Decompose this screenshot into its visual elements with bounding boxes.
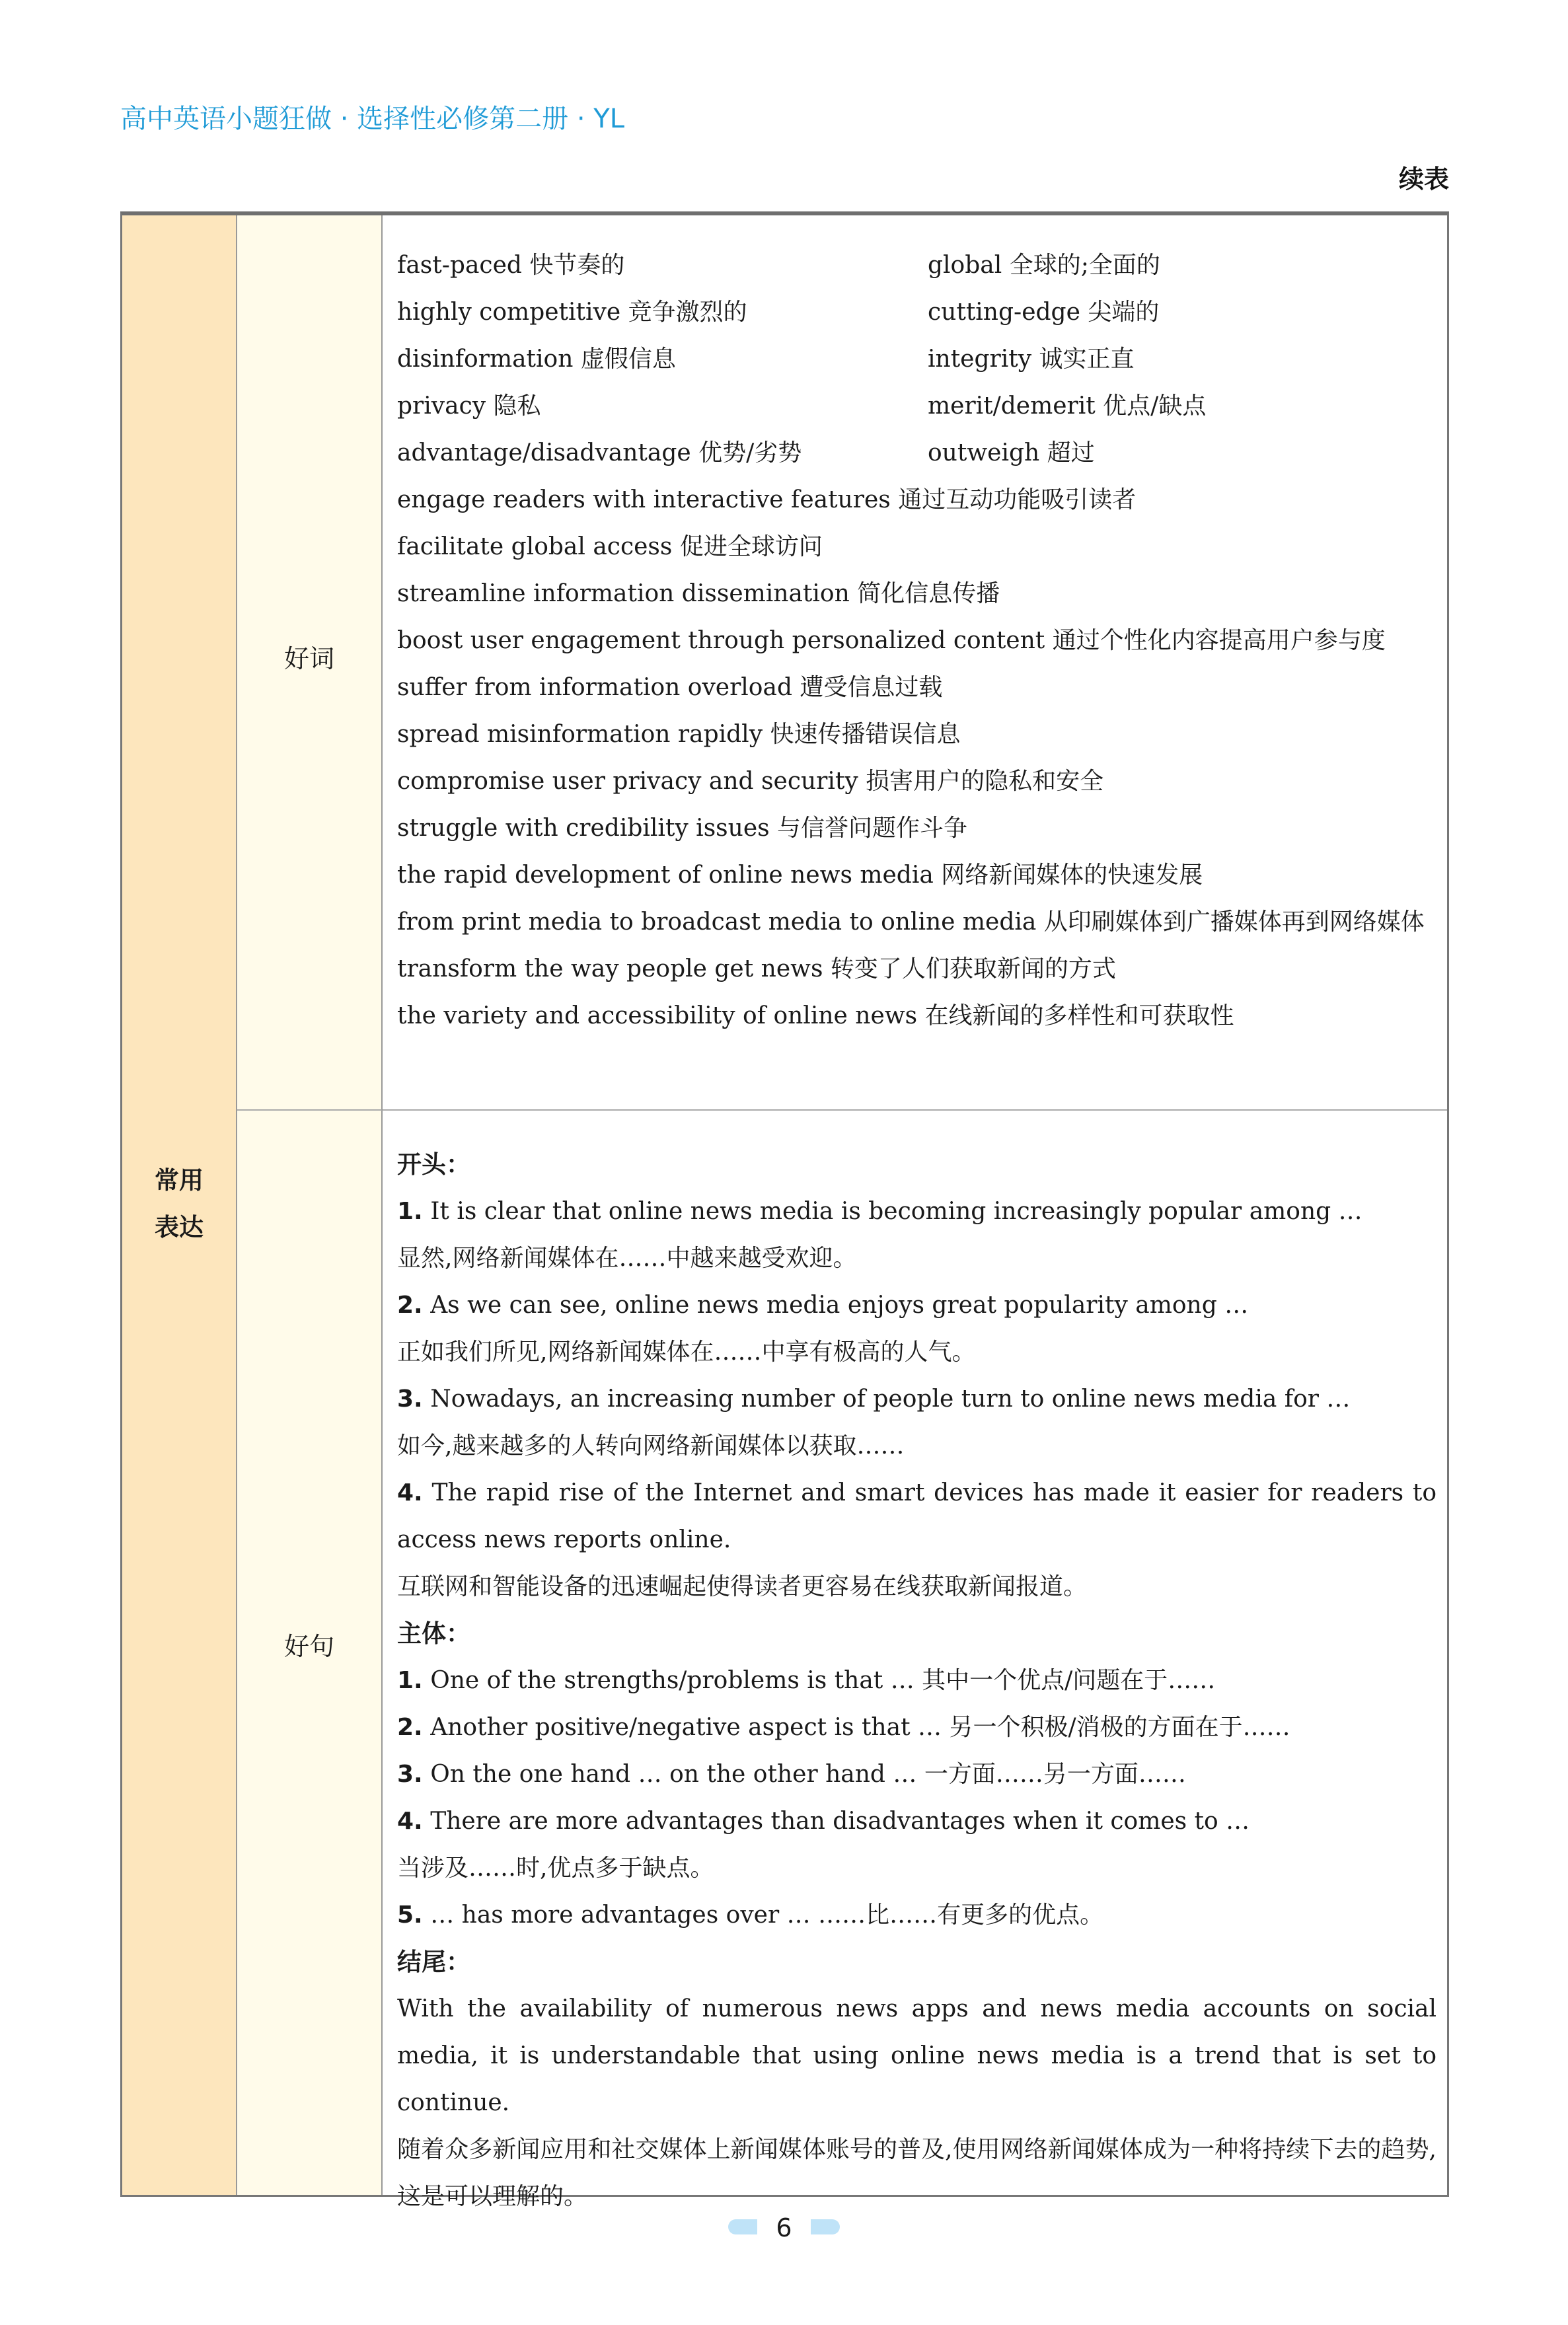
word-pair-row xyxy=(397,383,1437,429)
word-pair-row xyxy=(397,336,1437,383)
sentence-entry xyxy=(397,1188,1437,1235)
phrase-entry: the rapid development of online news media 网络新闻媒体的快速发展 xyxy=(397,862,1203,889)
sentence-number: 1. xyxy=(397,1198,423,1225)
word-pair-row xyxy=(397,289,1437,336)
category-label: 表达 xyxy=(155,1213,204,1241)
word-entry: fast-paced 快节奏的 xyxy=(397,252,625,279)
sentence-en: The rapid rise of the Internet and smart devices has made it easier for readers to access news reports online. xyxy=(397,1479,1437,1553)
word-pair-row xyxy=(397,242,1437,289)
sentence-entry xyxy=(397,1751,1437,1798)
sentence-en: One of the strengths/problems is that … 其中一个优点/问题在于…… xyxy=(430,1667,1216,1694)
sentence-entry xyxy=(397,1892,1437,1938)
word-entry: outweigh 超过 xyxy=(928,439,1095,466)
category-cell xyxy=(122,215,237,2195)
expression-table xyxy=(120,211,1449,2210)
sentence-number: 4. xyxy=(397,1808,423,1835)
sentence-en: As we can see, online news media enjoys great popularity among … xyxy=(430,1292,1249,1319)
sentence-en: There are more advantages than disadvantages when it comes to … xyxy=(430,1808,1250,1835)
phrase-entry: struggle with credibility issues 与信誉问题作斗争 xyxy=(397,815,968,842)
section-title: 开头： xyxy=(397,1150,470,1179)
sentence-entry xyxy=(397,1469,1437,1563)
sentence-entry xyxy=(397,1282,1437,1329)
words-label-cell xyxy=(237,215,383,1111)
sentence-number: 2. xyxy=(397,1292,423,1319)
sentence-number: 3. xyxy=(397,1385,423,1413)
sentence-entry xyxy=(397,1798,1437,1845)
category-label: 常用 xyxy=(155,1166,204,1195)
sentence-en: It is clear that online news media is becoming increasingly popular among … xyxy=(430,1198,1363,1225)
sentence-en: Another positive/negative aspect is that … 另一个积极/消极的方面在于…… xyxy=(430,1714,1290,1741)
sentence-zh: 如今,越来越多的人转向网络新闻媒体以获取…… xyxy=(397,1432,905,1459)
sentence-en: On the one hand … on the other hand … 一方面……另一方面…… xyxy=(430,1761,1186,1788)
sentence-zh: 互联网和智能设备的迅速崛起使得读者更容易在线获取新闻报道。 xyxy=(397,1573,1088,1600)
word-entry: cutting-edge 尖端的 xyxy=(928,299,1160,326)
ending-zh: 随着众多新闻应用和社交媒体上新闻媒体账号的普及,使用网络新闻媒体成为一种将持续下去的趋势,这是可以理解的。 xyxy=(397,2136,1437,2210)
page-number: 6 xyxy=(776,2213,792,2242)
word-entry: disinformation 虚假信息 xyxy=(397,346,676,373)
phrase-entry: suffer from information overload 遭受信息过载 xyxy=(397,674,943,701)
words-label: 好词 xyxy=(283,644,334,673)
sentence-entry xyxy=(397,1657,1437,1704)
sentence-number: 2. xyxy=(397,1714,423,1741)
book-header: 高中英语小题狂做 · 选择性必修第二册 · YL xyxy=(120,104,625,134)
sentence-en: … has more advantages over … ……比……有更多的优点。 xyxy=(430,1901,1104,1929)
sentence-zh: 正如我们所见,网络新闻媒体在……中享有极高的人气。 xyxy=(397,1339,976,1366)
sentences-label-cell xyxy=(237,1111,383,2195)
word-entry: highly competitive 竞争激烈的 xyxy=(397,299,747,326)
ending-en: With the availability of numerous news apps and news media accounts on social media, it is understandable that using online news media is a trend that is set to continue. xyxy=(397,1995,1437,2116)
sentence-en: Nowadays, an increasing number of people turn to online news media for … xyxy=(430,1385,1351,1413)
words-content xyxy=(383,215,1447,1111)
phrase-entry: facilitate global access 促进全球访问 xyxy=(397,533,823,560)
phrase-entry: the variety and accessibility of online news 在线新闻的多样性和可获取性 xyxy=(397,1002,1234,1029)
sentence-zh: 当涉及……时,优点多于缺点。 xyxy=(397,1855,714,1882)
page-decor-right xyxy=(811,2219,840,2234)
sentences-label: 好句 xyxy=(283,1632,334,1661)
sentence-entry xyxy=(397,1704,1437,1751)
word-entry: integrity 诚实正直 xyxy=(928,346,1135,373)
phrase-entry: compromise user privacy and security 损害用户的隐私和安全 xyxy=(397,768,1104,795)
sentences-content xyxy=(383,1111,1447,2210)
phrase-entry: boost user engagement through personalized content 通过个性化内容提高用户参与度 xyxy=(397,627,1386,654)
word-entry: privacy 隐私 xyxy=(397,392,541,420)
sentence-number: 4. xyxy=(397,1479,423,1506)
word-pair-row xyxy=(397,429,1437,476)
phrase-entry: spread misinformation rapidly 快速传播错误信息 xyxy=(397,721,961,748)
sentence-entry xyxy=(397,1376,1437,1422)
sentence-number: 1. xyxy=(397,1667,423,1694)
phrase-entry: from print media to broadcast media to online media 从印刷媒体到广播媒体再到网络媒体 xyxy=(397,908,1425,936)
phrase-entry: transform the way people get news 转变了人们获取新闻的方式 xyxy=(397,955,1116,982)
phrase-entry: streamline information dissemination 简化信息传播 xyxy=(397,580,1000,607)
sentence-number: 3. xyxy=(397,1761,423,1788)
continued-label: 续表 xyxy=(1398,165,1449,194)
word-entry: global 全球的;全面的 xyxy=(928,252,1160,279)
sentence-number: 5. xyxy=(397,1901,423,1929)
section-title: 结尾： xyxy=(397,1948,470,1976)
section-title: 主体： xyxy=(397,1619,470,1648)
word-entry: advantage/disadvantage 优势/劣势 xyxy=(397,439,802,466)
sentence-zh: 显然,网络新闻媒体在……中越来越受欢迎。 xyxy=(397,1245,857,1272)
word-entry: merit/demerit 优点/缺点 xyxy=(928,392,1207,420)
phrase-entry: engage readers with interactive features 通过互动功能吸引读者 xyxy=(397,486,1137,513)
